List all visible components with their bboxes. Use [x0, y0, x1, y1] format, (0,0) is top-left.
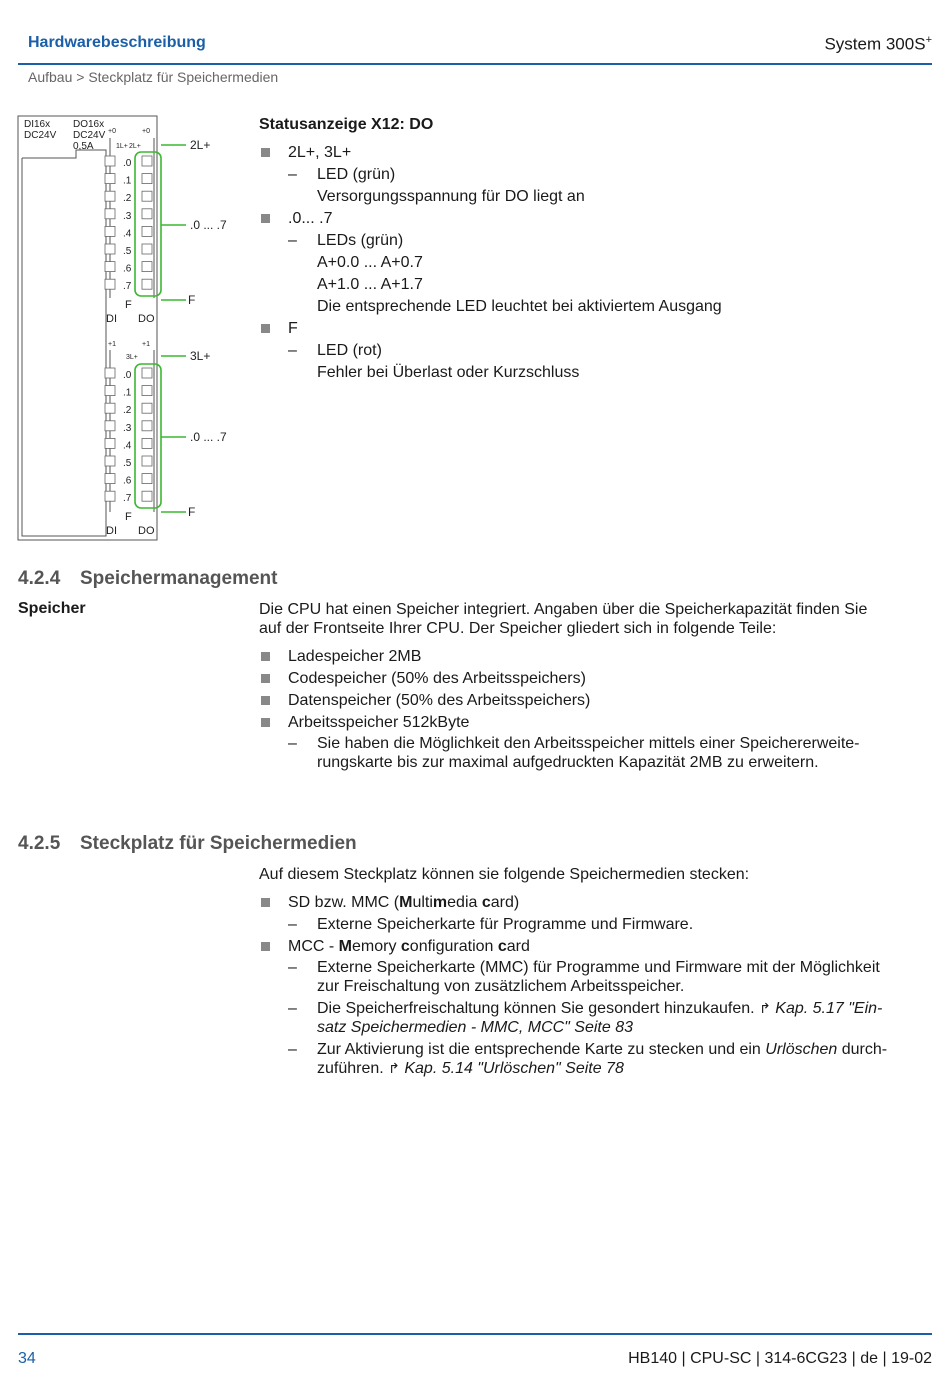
status-section [259, 114, 931, 384]
ref-kap-5-14[interactable]: Kap. 5.14 "Urlöschen" Seite 78 [404, 1060, 624, 1077]
status-item-2l-desc: Versorgungsspannung für DO liegt an [317, 188, 585, 205]
status-list [259, 142, 931, 384]
callout-2l: 2L+ [190, 138, 211, 152]
status-item-bits-range1: A+0.0 ... A+0.7 [317, 254, 423, 271]
media-item-mcc-sub-1: – Externe Speicherkarte (MMC) für Programme und Firmware mit der Möglichkeit zur Freischaltung von zusätzlichem Arbeitsspeicher. [259, 958, 931, 996]
status-item-f-sub: – LED (rot) [259, 340, 931, 362]
media-item-sd-sub: – Externe Speicherkarte für Programme und Firmware. [259, 914, 931, 936]
media-item-mcc-sub-2: – Die Speicherfreischaltung können Sie gesondert hinzukaufen. ↱ Kap. 5.17 "Ein- satz Speichermedien - MMC, MCC" Seite 83 [259, 999, 931, 1037]
l2-label: 2L+ [129, 143, 141, 150]
di-led [105, 174, 115, 184]
di-led [105, 209, 115, 219]
di-led [105, 386, 115, 396]
section-4-2-4-heading: 4.2.4 Speichermanagement [18, 568, 278, 589]
footer-rule [18, 1333, 932, 1335]
di-led [105, 191, 115, 201]
plus1-label-a: +1 [108, 341, 116, 348]
callout-f-lower: F [188, 505, 196, 519]
led-bit-label: .0 [123, 370, 132, 381]
memory-intro-line-2: auf der Frontseite Ihrer CPU. Der Speicher gliedert sich in folgende Teile: [259, 620, 777, 637]
callout-f-upper: F [188, 293, 196, 307]
media-item-mcc: MCC - Memory configuration card [259, 936, 931, 958]
link-arrow-icon: ↱ [388, 1060, 400, 1076]
do-led [142, 156, 152, 166]
status-item-2l-3l: 2L+, 3L+ [259, 142, 931, 164]
do-led [142, 226, 152, 236]
memory-item: Codespeicher (50% des Arbeitsspeichers) [259, 668, 931, 690]
led-bit-label: .7 [123, 281, 132, 293]
di-led [105, 491, 115, 501]
l3-label: 3L+ [126, 354, 138, 361]
do-led [142, 174, 152, 184]
do-led [142, 456, 152, 466]
do-led [142, 368, 152, 378]
di-led [105, 421, 115, 431]
do-led [142, 403, 152, 413]
section-4-2-5-heading: 4.2.5 Steckplatz für Speichermedien [18, 833, 357, 854]
side-label-speicher: Speicher [18, 600, 86, 617]
di-led [105, 474, 115, 484]
do-led [142, 279, 152, 289]
media-item-sd-mmc: SD bzw. MMC (Multimedia card) [259, 892, 931, 914]
do-led [142, 244, 152, 254]
do-top-label-1: DO16x [73, 119, 105, 130]
do-led [142, 491, 152, 501]
do-top-label-2: DC24V [73, 130, 106, 141]
section-4-2-5-body [259, 864, 931, 1078]
memory-intro-line-1: Die CPU hat einen Speicher integriert. Angaben über die Speicherkapazität finden Sie [259, 601, 868, 618]
do-label-upper: DO [138, 313, 155, 325]
callout-3l: 3L+ [190, 349, 211, 363]
callout-range-upper: .0 ... .7 [190, 218, 227, 232]
section-4-2-4-body [259, 600, 931, 772]
media-item-mcc-sub-3: – Zur Aktivierung ist die entsprechende Karte zu stecken und ein Urlöschen durch- zuführen. ↱ Kap. 5.14 "Urlöschen" Seite 78 [259, 1040, 931, 1078]
header-product-name: System 300S+ [824, 34, 932, 54]
f-label-upper: F [125, 299, 132, 311]
led-bit-label: .6 [123, 263, 132, 275]
led-bit-label: .4 [123, 228, 132, 240]
header-section-title: Hardwarebeschreibung [28, 34, 206, 51]
di-led [105, 262, 115, 272]
status-item-bits: .0... .7 [259, 208, 931, 230]
status-item-bits-desc: Die entsprechende LED leuchtet bei aktiviertem Ausgang [317, 298, 722, 315]
di-led [105, 438, 115, 448]
status-item-bits-sub: – LEDs (grün) [259, 230, 931, 252]
slot-media-list [259, 892, 931, 1078]
led-bit-label: .1 [123, 175, 132, 187]
led-bit-label: .2 [123, 193, 132, 205]
document-id: HB140 | CPU-SC | 314-6CG23 | de | 19-02 [628, 1350, 932, 1367]
do-label-lower: DO [138, 525, 155, 537]
status-title: Statusanzeige X12: DO [259, 116, 434, 133]
do-led [142, 438, 152, 448]
ref-kap-5-17[interactable]: Kap. 5.17 "Ein- [775, 1000, 883, 1017]
ref-kap-5-17-cont[interactable]: satz Speichermedien - MMC, MCC" Seite 83 [317, 1019, 634, 1036]
header-rule [18, 63, 932, 65]
do-led [142, 386, 152, 396]
led-bit-label: .3 [123, 210, 132, 222]
do-led [142, 262, 152, 272]
breadcrumb: Aufbau > Steckplatz für Speichermedien [28, 69, 279, 85]
do-led [142, 191, 152, 201]
status-item-f: F [259, 318, 931, 340]
module-led-diagram [16, 112, 242, 544]
memory-item: Arbeitsspeicher 512kByte [259, 712, 931, 734]
di-led [105, 456, 115, 466]
page-number: 34 [18, 1350, 36, 1367]
di-label-upper: DI [106, 313, 117, 325]
memory-item: Datenspeicher (50% des Arbeitsspeichers) [259, 690, 931, 712]
di-led [105, 368, 115, 378]
led-bit-label: .3 [123, 422, 132, 434]
f-label-lower: F [125, 511, 132, 523]
di-led [105, 156, 115, 166]
di-top-label-2: DC24V [24, 130, 57, 141]
memory-extension-note: – Sie haben die Möglichkeit den Arbeitsspeicher mittels einer Speichererweite- rungskarte bis zur maximal aufgedruckten Kapazität 2MB zu erweitern. [259, 734, 931, 772]
plus0-label-b: +0 [142, 128, 150, 135]
di-top-label-1: DI16x [24, 119, 51, 130]
do-led [142, 474, 152, 484]
plus0-label-a: +0 [108, 128, 116, 135]
di-led [105, 403, 115, 413]
led-bit-label: .7 [123, 493, 132, 505]
led-bit-label: .1 [123, 387, 132, 399]
di-led [105, 279, 115, 289]
led-bit-label: .6 [123, 475, 132, 487]
link-arrow-icon: ↱ [759, 1000, 771, 1016]
led-bit-label: .5 [123, 458, 132, 469]
led-bit-label: .5 [123, 246, 132, 257]
callout-range-lower: .0 ... .7 [190, 430, 227, 444]
slot-intro: Auf diesem Steckplatz können sie folgende Speichermedien stecken: [259, 866, 750, 883]
memory-list [259, 646, 931, 772]
do-top-label-3: 0,5A [73, 141, 94, 152]
do-led [142, 421, 152, 431]
status-item-bits-range2: A+1.0 ... A+1.7 [317, 276, 423, 293]
plus1-label-b: +1 [142, 341, 150, 348]
status-item-2l-sub: – LED (grün) [259, 164, 931, 186]
led-bit-label: .0 [123, 158, 132, 169]
di-label-lower: DI [106, 525, 117, 537]
led-bit-label: .2 [123, 405, 132, 417]
memory-item: Ladespeicher 2MB [259, 646, 931, 668]
status-item-f-desc: Fehler bei Überlast oder Kurzschluss [317, 364, 580, 381]
l1-label: 1L+ [116, 143, 128, 150]
di-led [105, 244, 115, 254]
di-led [105, 226, 115, 236]
led-bit-label: .4 [123, 440, 132, 452]
do-led [142, 209, 152, 219]
